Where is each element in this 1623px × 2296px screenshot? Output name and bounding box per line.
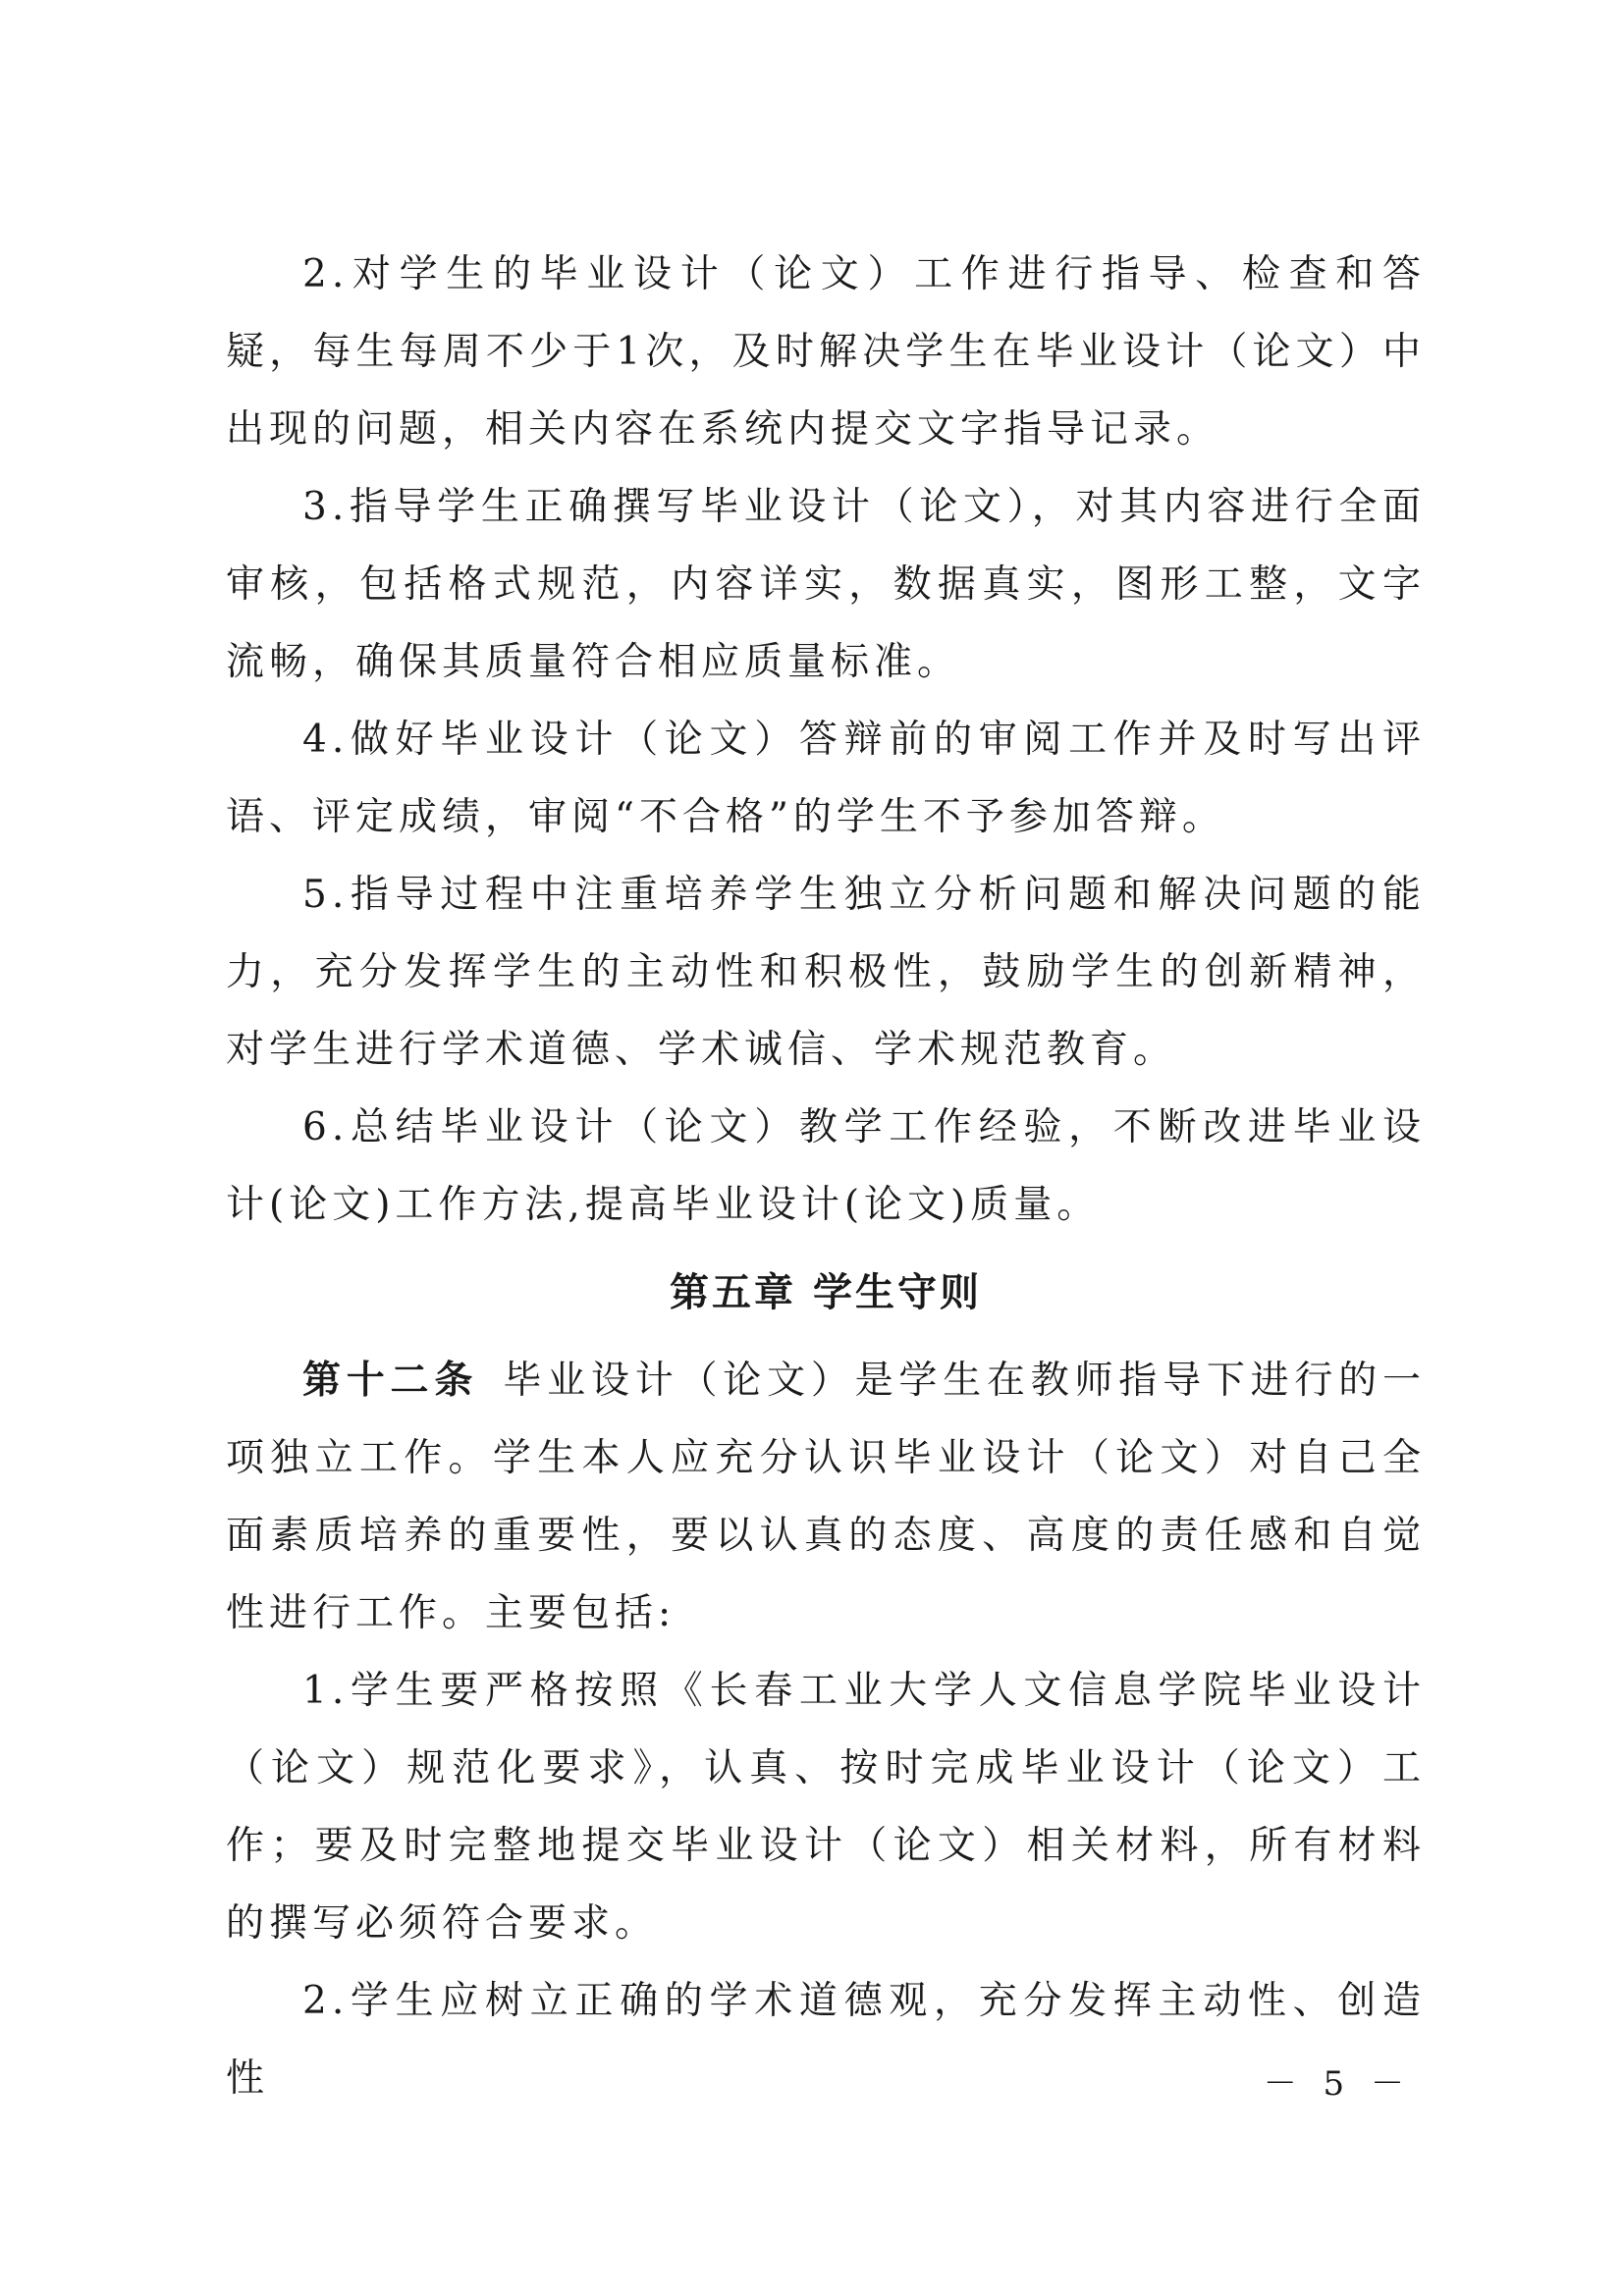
article-label: 第十二条 xyxy=(302,1359,479,1403)
paragraph-item-6: 6.总结毕业设计（论文）教学工作经验，不断改进毕业设计(论文)工作方法,提高毕业设计(论文)质量。 xyxy=(226,1105,1426,1227)
body-text xyxy=(226,236,1426,2117)
article-text: 毕业设计（论文）是学生在教师指导下进行的一项独立工作。学生本人应充分认识毕业设计（论文）对自己全面素质培养的重要性，要以认真的态度、高度的责任感和自觉性进行工作。主要包括: xyxy=(226,1359,1426,1635)
paragraph-item-2: 2.对学生的毕业设计（论文）工作进行指导、检查和答疑，每生每周不少于1次，及时解决学生在毕业设计（论文）中出现的问题，相关内容在系统内提交文字指导记录。 xyxy=(226,252,1426,452)
paragraph-item-3: 3.指导学生正确撰写毕业设计（论文），对其内容进行全面审核，包括格式规范，内容详实，数据真实，图形工整，文字流畅，确保其质量符合相应质量标准。 xyxy=(226,485,1426,684)
page-number: － 5 － xyxy=(1263,2064,1412,2104)
article-paragraph xyxy=(226,1342,1426,1652)
paragraph-item-4: 4.做好毕业设计（论文）答辩前的审阅工作并及时写出评语、评定成绩，审阅“不合格”的学生不予参加答辩。 xyxy=(226,718,1426,839)
student-rule-2: 2.学生应树立正确的学术道德观，充分发挥主动性、创造性 xyxy=(226,1979,1426,2101)
student-rule-1: 1.学生要严格按照《长春工业大学人文信息学院毕业设计（论文）规范化要求》，认真、按时完成毕业设计（论文）工作；要及时完整地提交毕业设计（论文）相关材料，所有材料的撰写必须符合要求。 xyxy=(226,1669,1426,1946)
paragraph-item-5: 5.指导过程中注重培养学生独立分析问题和解决问题的能力，充分发挥学生的主动性和积极性，鼓励学生的创新精神，对学生进行学术道德、学术诚信、学术规范教育。 xyxy=(226,873,1426,1072)
chapter-heading: 第五章 学生守则 xyxy=(670,1270,982,1315)
